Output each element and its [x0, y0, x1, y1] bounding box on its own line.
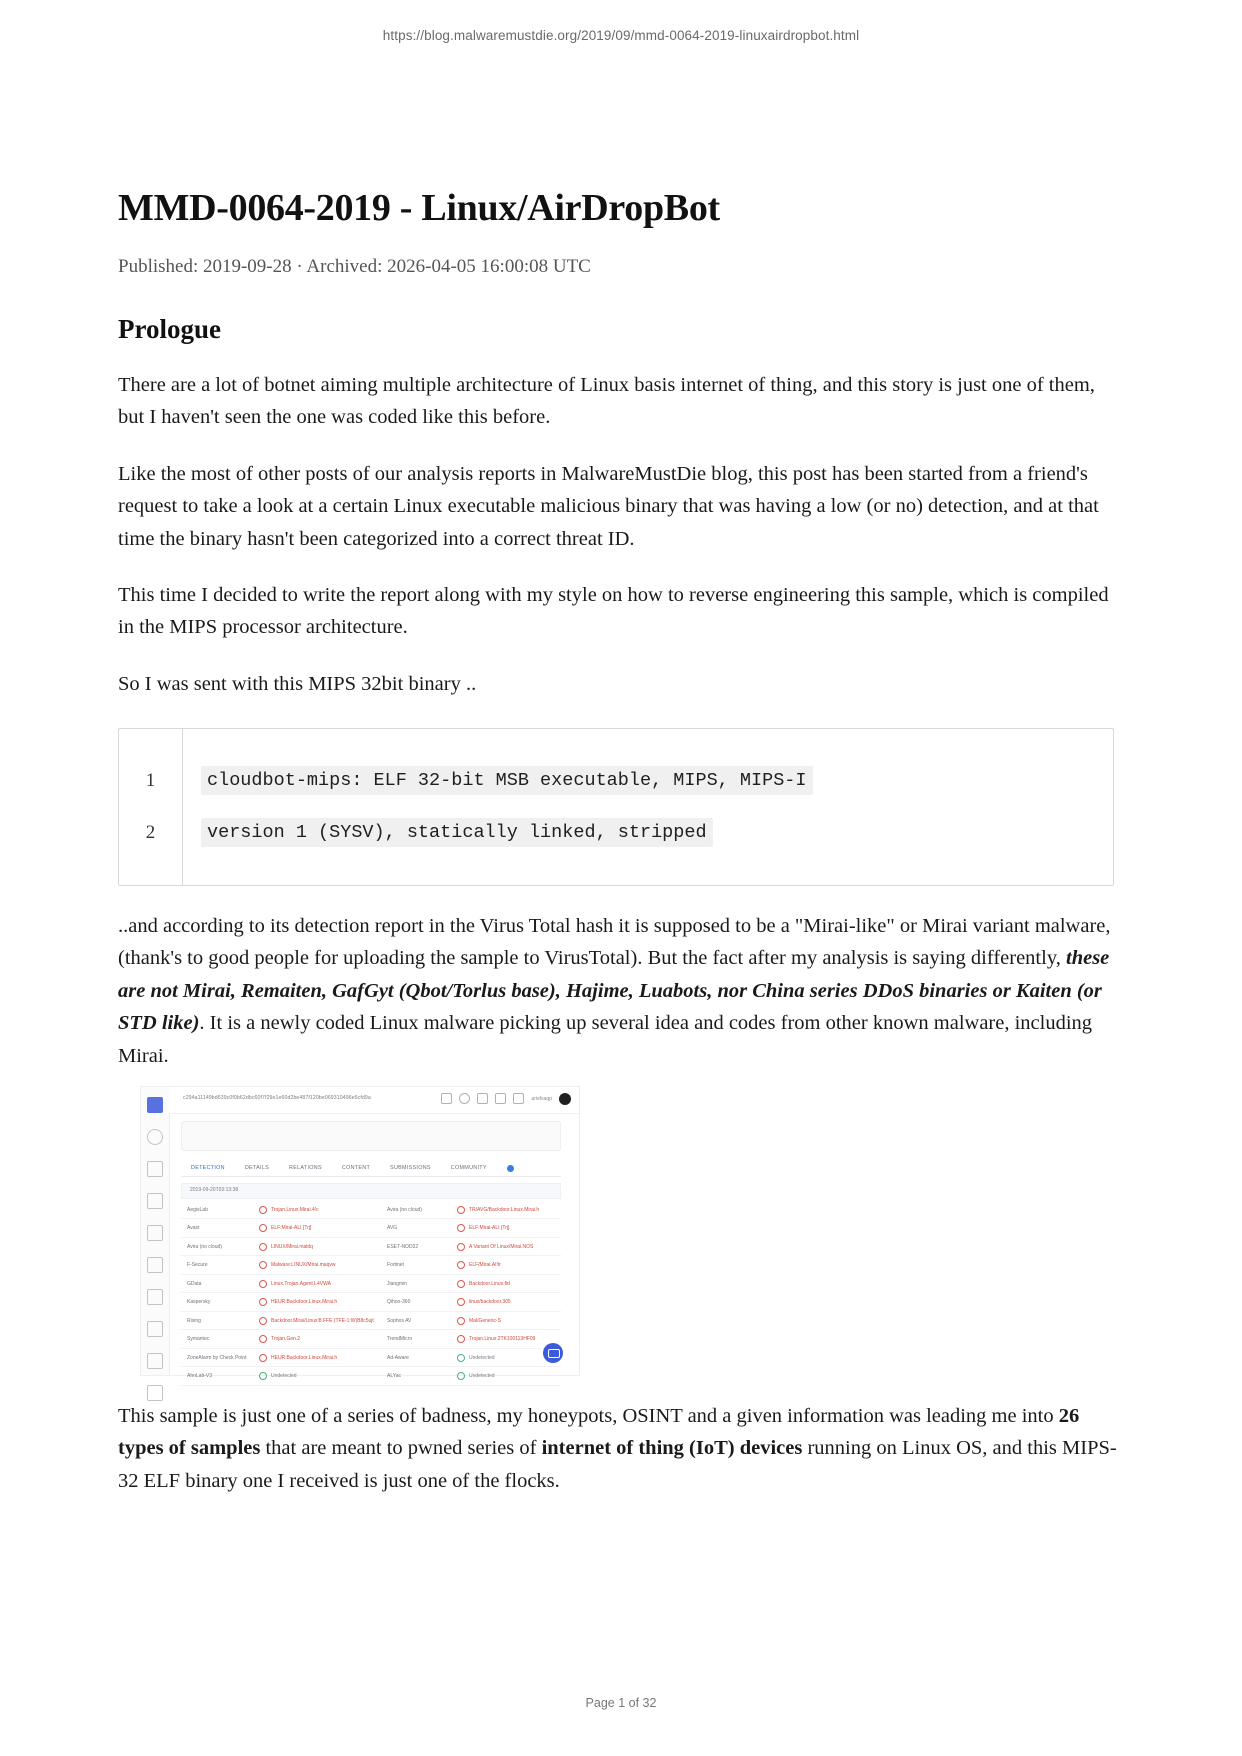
engine-verdict: ELF:Mirai-ALI [Trj] [259, 1224, 387, 1232]
tab-community[interactable]: COMMUNITY [450, 1165, 487, 1172]
malicious-icon [259, 1335, 267, 1343]
paragraph-6-text-a: This sample is just one of a series of badness, my honeypots, OSINT and a given information was leading me into [118, 1404, 1059, 1427]
code-line-numbers [119, 729, 183, 885]
paragraph-6-text-c: running on Linux OS, and this MIPS-32 ELF binary one I received is just one of the flocks. [118, 1437, 1117, 1492]
publication-meta: Published: 2019-09-28 · Archived: 2026-04-05 16:00:08 UTC [118, 256, 591, 277]
engine-verdict: Undetected [259, 1372, 387, 1380]
layers-icon [147, 1289, 163, 1305]
table-row [181, 1349, 561, 1368]
table-row [181, 1367, 561, 1386]
table-row [181, 1201, 561, 1220]
engine-name: TrendMicro [387, 1336, 413, 1343]
engine-name: Avast [187, 1225, 200, 1232]
engine-verdict: ELF/Mirai.AI!tr [457, 1261, 561, 1269]
apps-grid-icon[interactable] [495, 1093, 506, 1104]
malicious-icon [457, 1298, 465, 1306]
sigma-icon [147, 1097, 163, 1113]
virustotal-screenshot-figure [140, 1086, 580, 1380]
vt-top-actions [441, 1093, 571, 1105]
list-icon[interactable] [441, 1093, 452, 1104]
malicious-icon [457, 1317, 465, 1325]
undetected-icon [259, 1372, 267, 1380]
engine-name: Sophos AV [387, 1317, 412, 1324]
article-content [118, 186, 1124, 1497]
grid-icon [147, 1385, 163, 1401]
engine-name: Fortinet [387, 1262, 404, 1269]
engine-name: F-Secure [187, 1262, 208, 1269]
malicious-icon [259, 1317, 267, 1325]
paragraph-2: Like the most of other posts of our analysis reports in MalwareMustDie blog, this post has been started from a friend's request to take a look at a certain Linux executable malicious binary that was having a low (or no) detection, and at that time the binary hasn't been categorized into a correct threat ID. [118, 462, 1099, 550]
vt-scan-date-bar [181, 1183, 561, 1199]
malicious-icon [259, 1243, 267, 1251]
malicious-icon [457, 1280, 465, 1288]
engine-name: Kaspersky [187, 1299, 211, 1306]
malicious-icon [457, 1206, 465, 1214]
paragraph-4: So I was sent with this MIPS 32bit binary .. [118, 672, 477, 695]
malicious-icon [259, 1280, 267, 1288]
malicious-icon [457, 1335, 465, 1343]
table-row [181, 1330, 561, 1349]
section-heading-prologue: Prologue [118, 314, 221, 344]
wrench-icon [147, 1353, 163, 1369]
vt-scan-date: 2019-09-20T03:13:38 [190, 1186, 239, 1193]
engine-verdict: ELF:Mirai-ALI [Trj] [457, 1224, 561, 1232]
engine-verdict: Linux.Trojan.Agent.L4VWA [259, 1280, 387, 1288]
table-row [181, 1219, 561, 1238]
table-row [181, 1256, 561, 1275]
engine-name: ZoneAlarm by Check Point [187, 1354, 247, 1361]
document-icon [147, 1225, 163, 1241]
search-icon [147, 1129, 163, 1145]
table-row [181, 1275, 561, 1294]
paragraph-3: This time I decided to write the report along with my style on how to reverse engineering this sample, which is compiled in the MIPS processor architecture. [118, 583, 1109, 639]
code-line-text: cloudbot-mips: ELF 32-bit MSB executable, MIPS, MIPS-I [201, 766, 813, 795]
malicious-icon [259, 1298, 267, 1306]
engine-verdict: Trojan.Linux.Mirai.4!c [259, 1206, 387, 1214]
paragraph-6-text-b: that are meant to pwned series of [260, 1437, 542, 1460]
vt-tab-bar [181, 1161, 561, 1177]
avatar[interactable] [559, 1093, 571, 1105]
upload-icon[interactable] [477, 1093, 488, 1104]
vt-file-hash: c294a11149bd639c0f0b62dbc60f7f29e1e60d2be487f120be069310496e5cfd9a [183, 1094, 371, 1101]
table-row [181, 1293, 561, 1312]
code-line-number: 2 [145, 822, 156, 843]
paragraph-6-bold-1: 26 types of samples [118, 1404, 1080, 1460]
graph-icon [147, 1161, 163, 1177]
code-line-text: version 1 (SYSV), statically linked, stripped [201, 818, 713, 847]
engine-name: Symantec [187, 1336, 210, 1343]
paragraph-5 [118, 910, 1124, 1072]
chart-icon [147, 1193, 163, 1209]
engine-name: ESET-NOD32 [387, 1243, 419, 1250]
tab-content[interactable]: CONTENT [341, 1165, 371, 1172]
code-line [201, 807, 1113, 859]
comment-icon[interactable] [513, 1093, 524, 1104]
table-row [181, 1238, 561, 1257]
engine-verdict: LINUX/Mirai.maldq [259, 1243, 387, 1251]
page-footer: Page 1 of 32 [585, 1696, 657, 1710]
tab-details[interactable]: DETAILS [244, 1165, 270, 1172]
engine-name: Avira (no cloud) [387, 1206, 422, 1213]
close-icon [147, 1321, 163, 1337]
engine-verdict: Trojan.Gen.2 [259, 1335, 387, 1343]
engine-name: GData [187, 1280, 202, 1287]
engine-name: Qihoo-360 [387, 1299, 411, 1306]
paragraph-6 [118, 1400, 1124, 1497]
chat-fab-button[interactable] [543, 1343, 563, 1363]
paragraph-5-text-b: . It is a newly coded Linux malware picking up several idea and codes from other known malware, including Mirai. [118, 1012, 1093, 1067]
malicious-icon [259, 1354, 267, 1362]
engine-verdict: Trojan.Linux.2TK100113HF09 [457, 1335, 561, 1343]
engine-verdict: Malware:LINUX/Mirai.maqvw [259, 1261, 387, 1269]
malicious-icon [457, 1224, 465, 1232]
undetected-icon [457, 1372, 465, 1380]
engine-name: Rising [187, 1317, 201, 1324]
engine-verdict: HEUR:Backdoor.Linux.Mirai.h [259, 1354, 387, 1362]
engine-name: AVG [387, 1225, 398, 1232]
malicious-icon [457, 1243, 465, 1251]
malicious-icon [457, 1261, 465, 1269]
code-content [183, 729, 1113, 885]
engine-verdict: Backdoor.Linux.fid [457, 1280, 561, 1288]
engine-verdict: linux/backdoor.305 [457, 1298, 561, 1306]
malicious-icon [259, 1206, 267, 1214]
vt-detection-table [181, 1201, 561, 1380]
engine-verdict: Mal/Generic-S [457, 1317, 561, 1325]
tab-relations[interactable]: RELATIONS [289, 1165, 322, 1172]
paragraph-5-emphasis: these are not Mirai, Remaiten, GafGyt (Qbot/Torlus base), Hajime, Luabots, nor China series DDoS binaries or Kaiten (or STD like) [118, 947, 1110, 1035]
community-count-badge [507, 1165, 514, 1172]
account-name[interactable]: ariefsaqp [531, 1095, 552, 1102]
search-icon[interactable] [459, 1093, 470, 1104]
page-title: MMD-0064-2019 - Linux/AirDropBot [118, 187, 720, 229]
engine-verdict: Undetected [457, 1372, 561, 1380]
vt-top-bar [169, 1087, 579, 1114]
brackets-icon [147, 1257, 163, 1273]
engine-name: Avira (no cloud) [187, 1243, 222, 1250]
code-line-number: 1 [145, 770, 156, 791]
engine-verdict: A Variant Of Linux/Mirai.NOS [457, 1243, 561, 1251]
malicious-icon [259, 1261, 267, 1269]
tab-detection[interactable]: DETECTION [191, 1165, 225, 1172]
malicious-icon [259, 1224, 267, 1232]
paragraph-6-bold-2: internet of thing (IoT) devices [541, 1437, 803, 1460]
tab-submissions[interactable]: SUBMISSIONS [390, 1165, 431, 1172]
engine-verdict: HEUR:Backdoor.Linux.Mirai.h [259, 1298, 387, 1306]
virustotal-page [140, 1086, 580, 1380]
engine-name: AhnLab-V3 [187, 1373, 213, 1380]
engine-name: Ad-Aware [387, 1354, 409, 1361]
source-url: https://blog.malwaremustdie.org/2019/09/mmd-0064-2019-linuxairdropbot.html [382, 28, 860, 43]
engine-verdict: TR/AVG/Backdoor.Linux.Mirai.h [457, 1206, 561, 1214]
engine-verdict: Undetected [457, 1354, 561, 1362]
code-line [201, 755, 1113, 807]
vt-left-rail [141, 1087, 170, 1375]
engine-name: Jiangmin [387, 1280, 408, 1287]
paragraph-1: There are a lot of botnet aiming multiple architecture of Linux basis internet of thing, and this story is just one of them, but I haven't seen the one was coded like this before. [118, 374, 1095, 429]
engine-name: ALYac [387, 1373, 401, 1380]
table-row [181, 1312, 561, 1331]
undetected-icon [457, 1354, 465, 1362]
paragraph-5-text-a: ..and according to its detection report in the Virus Total hash it is supposed to be a "Mirai-like" or Mirai variant malware, (thank's to good people for uploading the sample to VirusTotal). But the fact after my analysis is saying differently, [118, 915, 1111, 970]
vt-summary-card [181, 1121, 561, 1151]
engine-verdict: Backdoor.Mirai/Linux!8.FFE (TFE-1:W)B8c5ujt [259, 1317, 387, 1325]
code-block [118, 728, 1114, 886]
engine-name: AegisLab [187, 1206, 208, 1213]
